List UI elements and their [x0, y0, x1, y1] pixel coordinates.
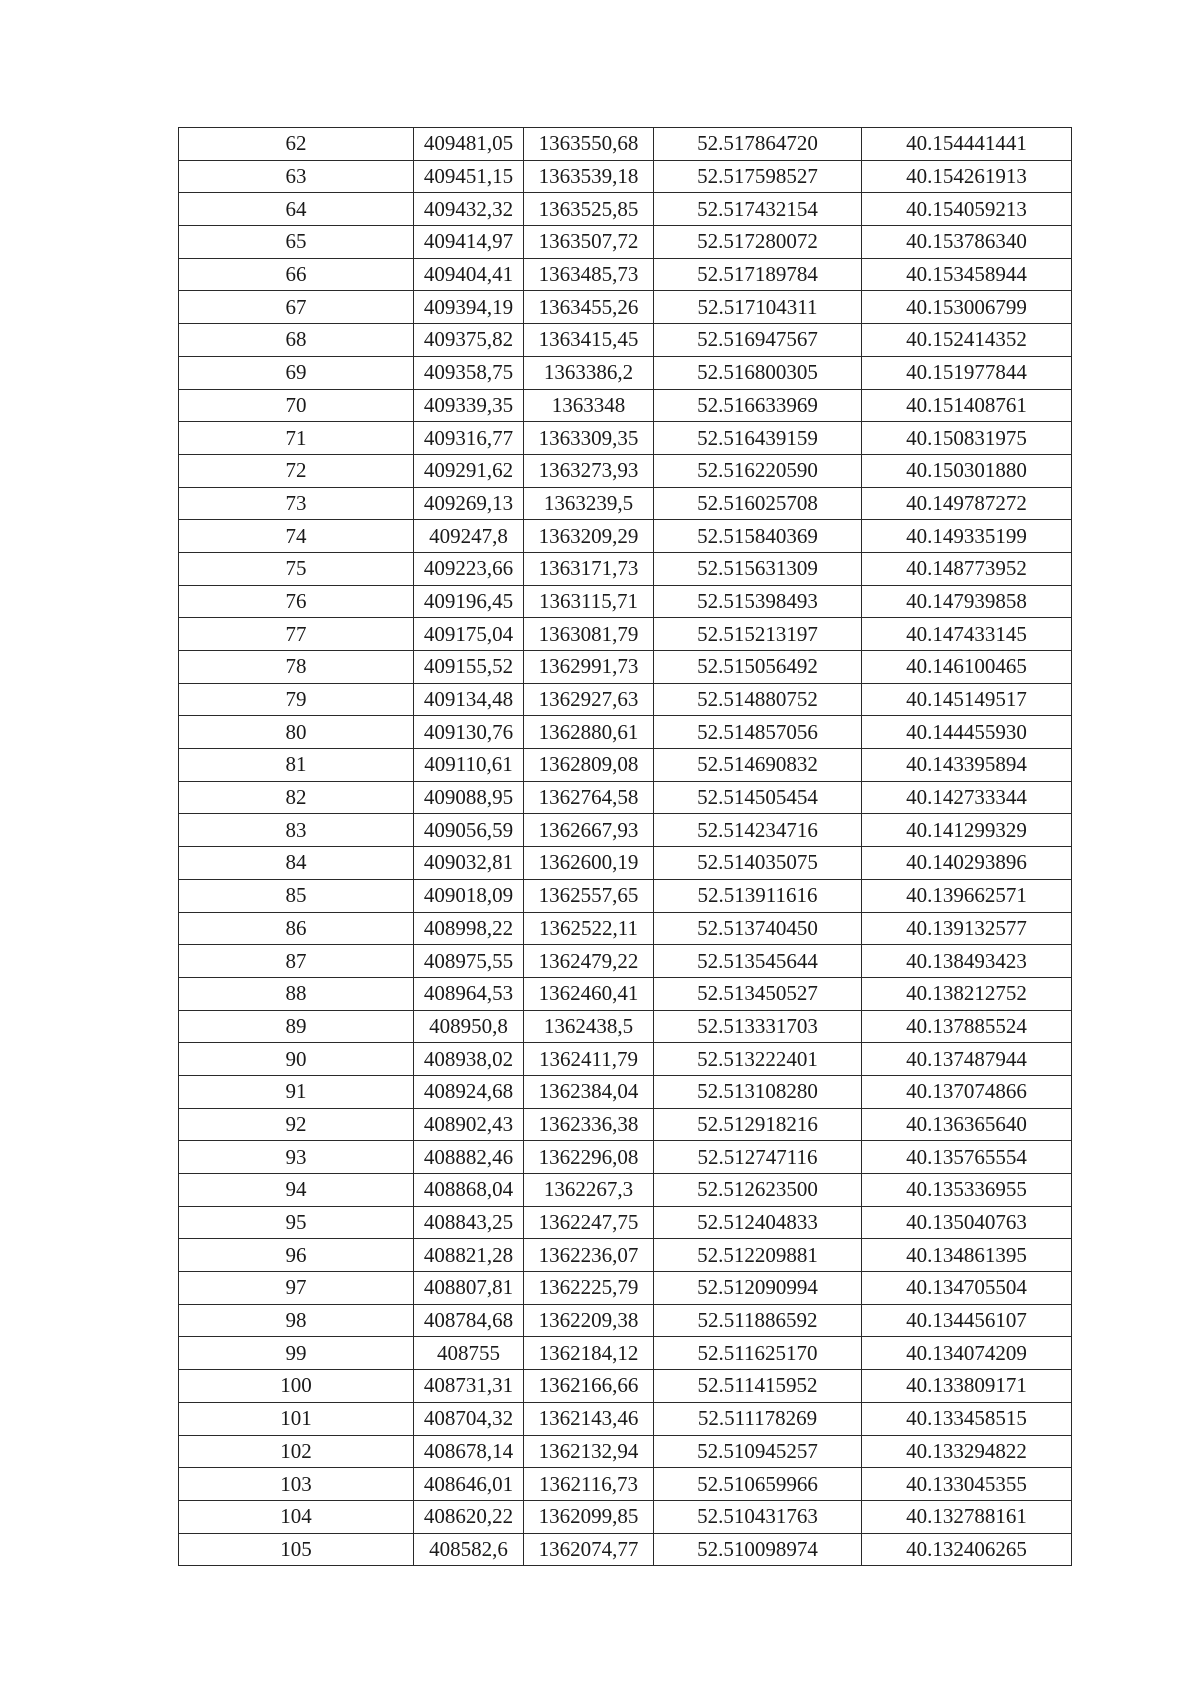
- y-coordinate-cell: 1362927,63: [524, 683, 654, 716]
- latitude-cell: 52.510945257: [654, 1435, 862, 1468]
- latitude-cell: 52.513911616: [654, 879, 862, 912]
- table-row: [179, 585, 1072, 618]
- table-row: [179, 716, 1072, 749]
- longitude-cell: 40.149787272: [862, 487, 1072, 520]
- longitude-cell: 40.145149517: [862, 683, 1072, 716]
- x-coordinate-cell: 409291,62: [414, 454, 524, 487]
- longitude-cell: 40.152414352: [862, 324, 1072, 357]
- y-coordinate-cell: 1363539,18: [524, 160, 654, 193]
- x-coordinate-cell: 409155,52: [414, 651, 524, 684]
- longitude-cell: 40.135040763: [862, 1206, 1072, 1239]
- table-row: [179, 1239, 1072, 1272]
- y-coordinate-cell: 1363507,72: [524, 226, 654, 259]
- latitude-cell: 52.515213197: [654, 618, 862, 651]
- y-coordinate-cell: 1363209,29: [524, 520, 654, 553]
- point-number-cell: 66: [179, 258, 414, 291]
- latitude-cell: 52.510431763: [654, 1500, 862, 1533]
- longitude-cell: 40.135336955: [862, 1174, 1072, 1207]
- y-coordinate-cell: 1363171,73: [524, 552, 654, 585]
- x-coordinate-cell: 408704,32: [414, 1402, 524, 1435]
- latitude-cell: 52.514234716: [654, 814, 862, 847]
- y-coordinate-cell: 1363485,73: [524, 258, 654, 291]
- y-coordinate-cell: 1362880,61: [524, 716, 654, 749]
- point-number-cell: 96: [179, 1239, 414, 1272]
- point-number-cell: 80: [179, 716, 414, 749]
- x-coordinate-cell: 408678,14: [414, 1435, 524, 1468]
- table-row: [179, 1402, 1072, 1435]
- table-row: [179, 356, 1072, 389]
- coordinates-table: [178, 127, 1072, 1566]
- x-coordinate-cell: 408950,8: [414, 1010, 524, 1043]
- latitude-cell: 52.511886592: [654, 1304, 862, 1337]
- point-number-cell: 85: [179, 879, 414, 912]
- x-coordinate-cell: 409375,82: [414, 324, 524, 357]
- point-number-cell: 62: [179, 128, 414, 161]
- table-row: [179, 128, 1072, 161]
- longitude-cell: 40.139132577: [862, 912, 1072, 945]
- y-coordinate-cell: 1362143,46: [524, 1402, 654, 1435]
- table-row: [179, 814, 1072, 847]
- x-coordinate-cell: 409269,13: [414, 487, 524, 520]
- y-coordinate-cell: 1362600,19: [524, 847, 654, 880]
- point-number-cell: 97: [179, 1272, 414, 1305]
- y-coordinate-cell: 1362247,75: [524, 1206, 654, 1239]
- point-number-cell: 102: [179, 1435, 414, 1468]
- table-row: [179, 781, 1072, 814]
- point-number-cell: 98: [179, 1304, 414, 1337]
- y-coordinate-cell: 1362116,73: [524, 1468, 654, 1501]
- table-row: [179, 226, 1072, 259]
- y-coordinate-cell: 1363115,71: [524, 585, 654, 618]
- longitude-cell: 40.153786340: [862, 226, 1072, 259]
- longitude-cell: 40.137487944: [862, 1043, 1072, 1076]
- latitude-cell: 52.512404833: [654, 1206, 862, 1239]
- table-row: [179, 1337, 1072, 1370]
- table-row: [179, 160, 1072, 193]
- point-number-cell: 89: [179, 1010, 414, 1043]
- x-coordinate-cell: 409134,48: [414, 683, 524, 716]
- table-row: [179, 487, 1072, 520]
- y-coordinate-cell: 1362438,5: [524, 1010, 654, 1043]
- latitude-cell: 52.511178269: [654, 1402, 862, 1435]
- point-number-cell: 104: [179, 1500, 414, 1533]
- x-coordinate-cell: 408755: [414, 1337, 524, 1370]
- latitude-cell: 52.510659966: [654, 1468, 862, 1501]
- table-row: [179, 1272, 1072, 1305]
- latitude-cell: 52.513450527: [654, 977, 862, 1010]
- latitude-cell: 52.512623500: [654, 1174, 862, 1207]
- table-row: [179, 879, 1072, 912]
- x-coordinate-cell: 408646,01: [414, 1468, 524, 1501]
- y-coordinate-cell: 1362132,94: [524, 1435, 654, 1468]
- longitude-cell: 40.134861395: [862, 1239, 1072, 1272]
- latitude-cell: 52.514505454: [654, 781, 862, 814]
- x-coordinate-cell: 409175,04: [414, 618, 524, 651]
- y-coordinate-cell: 1362166,66: [524, 1370, 654, 1403]
- latitude-cell: 52.516800305: [654, 356, 862, 389]
- longitude-cell: 40.153458944: [862, 258, 1072, 291]
- latitude-cell: 52.514035075: [654, 847, 862, 880]
- latitude-cell: 52.513222401: [654, 1043, 862, 1076]
- table-row: [179, 1468, 1072, 1501]
- y-coordinate-cell: 1363309,35: [524, 422, 654, 455]
- x-coordinate-cell: 408582,6: [414, 1533, 524, 1566]
- longitude-cell: 40.151408761: [862, 389, 1072, 422]
- latitude-cell: 52.510098974: [654, 1533, 862, 1566]
- coordinates-table-body: [179, 128, 1072, 1566]
- point-number-cell: 93: [179, 1141, 414, 1174]
- longitude-cell: 40.148773952: [862, 552, 1072, 585]
- longitude-cell: 40.154441441: [862, 128, 1072, 161]
- table-row: [179, 552, 1072, 585]
- y-coordinate-cell: 1362479,22: [524, 945, 654, 978]
- longitude-cell: 40.150301880: [862, 454, 1072, 487]
- point-number-cell: 63: [179, 160, 414, 193]
- longitude-cell: 40.133294822: [862, 1435, 1072, 1468]
- y-coordinate-cell: 1362074,77: [524, 1533, 654, 1566]
- y-coordinate-cell: 1362384,04: [524, 1075, 654, 1108]
- longitude-cell: 40.144455930: [862, 716, 1072, 749]
- latitude-cell: 52.516633969: [654, 389, 862, 422]
- point-number-cell: 74: [179, 520, 414, 553]
- x-coordinate-cell: 408998,22: [414, 912, 524, 945]
- longitude-cell: 40.136365640: [862, 1108, 1072, 1141]
- latitude-cell: 52.516439159: [654, 422, 862, 455]
- longitude-cell: 40.138212752: [862, 977, 1072, 1010]
- point-number-cell: 71: [179, 422, 414, 455]
- latitude-cell: 52.517104311: [654, 291, 862, 324]
- table-row: [179, 1533, 1072, 1566]
- x-coordinate-cell: 408902,43: [414, 1108, 524, 1141]
- point-number-cell: 70: [179, 389, 414, 422]
- table-row: [179, 683, 1072, 716]
- table-row: [179, 193, 1072, 226]
- latitude-cell: 52.514690832: [654, 749, 862, 782]
- x-coordinate-cell: 409404,41: [414, 258, 524, 291]
- point-number-cell: 77: [179, 618, 414, 651]
- point-number-cell: 95: [179, 1206, 414, 1239]
- x-coordinate-cell: 409130,76: [414, 716, 524, 749]
- table-row: [179, 912, 1072, 945]
- table-row: [179, 422, 1072, 455]
- x-coordinate-cell: 408620,22: [414, 1500, 524, 1533]
- latitude-cell: 52.513331703: [654, 1010, 862, 1043]
- y-coordinate-cell: 1362184,12: [524, 1337, 654, 1370]
- longitude-cell: 40.153006799: [862, 291, 1072, 324]
- x-coordinate-cell: 409056,59: [414, 814, 524, 847]
- longitude-cell: 40.149335199: [862, 520, 1072, 553]
- y-coordinate-cell: 1362667,93: [524, 814, 654, 847]
- latitude-cell: 52.513108280: [654, 1075, 862, 1108]
- longitude-cell: 40.134074209: [862, 1337, 1072, 1370]
- table-row: [179, 1010, 1072, 1043]
- longitude-cell: 40.134705504: [862, 1272, 1072, 1305]
- x-coordinate-cell: 409394,19: [414, 291, 524, 324]
- longitude-cell: 40.141299329: [862, 814, 1072, 847]
- y-coordinate-cell: 1363415,45: [524, 324, 654, 357]
- latitude-cell: 52.513545644: [654, 945, 862, 978]
- x-coordinate-cell: 408975,55: [414, 945, 524, 978]
- longitude-cell: 40.147433145: [862, 618, 1072, 651]
- latitude-cell: 52.511415952: [654, 1370, 862, 1403]
- y-coordinate-cell: 1363550,68: [524, 128, 654, 161]
- table-row: [179, 520, 1072, 553]
- table-row: [179, 749, 1072, 782]
- x-coordinate-cell: 409247,8: [414, 520, 524, 553]
- point-number-cell: 94: [179, 1174, 414, 1207]
- table-row: [179, 1174, 1072, 1207]
- point-number-cell: 69: [179, 356, 414, 389]
- point-number-cell: 83: [179, 814, 414, 847]
- longitude-cell: 40.139662571: [862, 879, 1072, 912]
- table-row: [179, 1435, 1072, 1468]
- table-row: [179, 1206, 1072, 1239]
- y-coordinate-cell: 1362557,65: [524, 879, 654, 912]
- table-row: [179, 1304, 1072, 1337]
- latitude-cell: 52.517189784: [654, 258, 862, 291]
- table-row: [179, 1370, 1072, 1403]
- table-row: [179, 651, 1072, 684]
- table-row: [179, 389, 1072, 422]
- latitude-cell: 52.512918216: [654, 1108, 862, 1141]
- longitude-cell: 40.143395894: [862, 749, 1072, 782]
- table-row: [179, 977, 1072, 1010]
- x-coordinate-cell: 409223,66: [414, 552, 524, 585]
- latitude-cell: 52.511625170: [654, 1337, 862, 1370]
- longitude-cell: 40.142733344: [862, 781, 1072, 814]
- x-coordinate-cell: 409481,05: [414, 128, 524, 161]
- table-row: [179, 1108, 1072, 1141]
- latitude-cell: 52.517864720: [654, 128, 862, 161]
- longitude-cell: 40.137885524: [862, 1010, 1072, 1043]
- point-number-cell: 86: [179, 912, 414, 945]
- latitude-cell: 52.512209881: [654, 1239, 862, 1272]
- y-coordinate-cell: 1363525,85: [524, 193, 654, 226]
- table-row: [179, 1043, 1072, 1076]
- latitude-cell: 52.512090994: [654, 1272, 862, 1305]
- y-coordinate-cell: 1363273,93: [524, 454, 654, 487]
- longitude-cell: 40.154059213: [862, 193, 1072, 226]
- longitude-cell: 40.133458515: [862, 1402, 1072, 1435]
- y-coordinate-cell: 1362209,38: [524, 1304, 654, 1337]
- y-coordinate-cell: 1362809,08: [524, 749, 654, 782]
- point-number-cell: 82: [179, 781, 414, 814]
- point-number-cell: 73: [179, 487, 414, 520]
- point-number-cell: 99: [179, 1337, 414, 1370]
- y-coordinate-cell: 1363348: [524, 389, 654, 422]
- point-number-cell: 105: [179, 1533, 414, 1566]
- longitude-cell: 40.150831975: [862, 422, 1072, 455]
- latitude-cell: 52.516220590: [654, 454, 862, 487]
- latitude-cell: 52.517598527: [654, 160, 862, 193]
- y-coordinate-cell: 1362522,11: [524, 912, 654, 945]
- latitude-cell: 52.514880752: [654, 683, 862, 716]
- table-row: [179, 945, 1072, 978]
- y-coordinate-cell: 1362336,38: [524, 1108, 654, 1141]
- x-coordinate-cell: 408924,68: [414, 1075, 524, 1108]
- longitude-cell: 40.138493423: [862, 945, 1072, 978]
- y-coordinate-cell: 1363081,79: [524, 618, 654, 651]
- latitude-cell: 52.516025708: [654, 487, 862, 520]
- y-coordinate-cell: 1363386,2: [524, 356, 654, 389]
- table-row: [179, 1500, 1072, 1533]
- point-number-cell: 68: [179, 324, 414, 357]
- x-coordinate-cell: 408938,02: [414, 1043, 524, 1076]
- latitude-cell: 52.515398493: [654, 585, 862, 618]
- longitude-cell: 40.132406265: [862, 1533, 1072, 1566]
- x-coordinate-cell: 409358,75: [414, 356, 524, 389]
- point-number-cell: 84: [179, 847, 414, 880]
- x-coordinate-cell: 408784,68: [414, 1304, 524, 1337]
- x-coordinate-cell: 409414,97: [414, 226, 524, 259]
- point-number-cell: 91: [179, 1075, 414, 1108]
- x-coordinate-cell: 409432,32: [414, 193, 524, 226]
- point-number-cell: 75: [179, 552, 414, 585]
- point-number-cell: 72: [179, 454, 414, 487]
- x-coordinate-cell: 409196,45: [414, 585, 524, 618]
- point-number-cell: 101: [179, 1402, 414, 1435]
- longitude-cell: 40.135765554: [862, 1141, 1072, 1174]
- longitude-cell: 40.132788161: [862, 1500, 1072, 1533]
- latitude-cell: 52.513740450: [654, 912, 862, 945]
- table-row: [179, 291, 1072, 324]
- x-coordinate-cell: 408821,28: [414, 1239, 524, 1272]
- point-number-cell: 100: [179, 1370, 414, 1403]
- y-coordinate-cell: 1362764,58: [524, 781, 654, 814]
- x-coordinate-cell: 408731,31: [414, 1370, 524, 1403]
- x-coordinate-cell: 409316,77: [414, 422, 524, 455]
- table-row: [179, 324, 1072, 357]
- x-coordinate-cell: 408964,53: [414, 977, 524, 1010]
- point-number-cell: 103: [179, 1468, 414, 1501]
- longitude-cell: 40.140293896: [862, 847, 1072, 880]
- longitude-cell: 40.134456107: [862, 1304, 1072, 1337]
- latitude-cell: 52.515631309: [654, 552, 862, 585]
- point-number-cell: 87: [179, 945, 414, 978]
- table-row: [179, 1075, 1072, 1108]
- longitude-cell: 40.146100465: [862, 651, 1072, 684]
- point-number-cell: 78: [179, 651, 414, 684]
- latitude-cell: 52.516947567: [654, 324, 862, 357]
- x-coordinate-cell: 408882,46: [414, 1141, 524, 1174]
- y-coordinate-cell: 1362296,08: [524, 1141, 654, 1174]
- latitude-cell: 52.517432154: [654, 193, 862, 226]
- y-coordinate-cell: 1362267,3: [524, 1174, 654, 1207]
- point-number-cell: 65: [179, 226, 414, 259]
- latitude-cell: 52.512747116: [654, 1141, 862, 1174]
- x-coordinate-cell: 409451,15: [414, 160, 524, 193]
- y-coordinate-cell: 1362236,07: [524, 1239, 654, 1272]
- x-coordinate-cell: 409110,61: [414, 749, 524, 782]
- y-coordinate-cell: 1362225,79: [524, 1272, 654, 1305]
- x-coordinate-cell: 408807,81: [414, 1272, 524, 1305]
- latitude-cell: 52.515840369: [654, 520, 862, 553]
- point-number-cell: 79: [179, 683, 414, 716]
- point-number-cell: 90: [179, 1043, 414, 1076]
- point-number-cell: 81: [179, 749, 414, 782]
- x-coordinate-cell: 409018,09: [414, 879, 524, 912]
- x-coordinate-cell: 408843,25: [414, 1206, 524, 1239]
- x-coordinate-cell: 409032,81: [414, 847, 524, 880]
- x-coordinate-cell: 409339,35: [414, 389, 524, 422]
- longitude-cell: 40.147939858: [862, 585, 1072, 618]
- y-coordinate-cell: 1362411,79: [524, 1043, 654, 1076]
- y-coordinate-cell: 1362991,73: [524, 651, 654, 684]
- x-coordinate-cell: 408868,04: [414, 1174, 524, 1207]
- point-number-cell: 76: [179, 585, 414, 618]
- y-coordinate-cell: 1362099,85: [524, 1500, 654, 1533]
- longitude-cell: 40.133045355: [862, 1468, 1072, 1501]
- longitude-cell: 40.151977844: [862, 356, 1072, 389]
- table-row: [179, 258, 1072, 291]
- point-number-cell: 88: [179, 977, 414, 1010]
- table-row: [179, 1141, 1072, 1174]
- longitude-cell: 40.154261913: [862, 160, 1072, 193]
- y-coordinate-cell: 1362460,41: [524, 977, 654, 1010]
- longitude-cell: 40.137074866: [862, 1075, 1072, 1108]
- latitude-cell: 52.515056492: [654, 651, 862, 684]
- longitude-cell: 40.133809171: [862, 1370, 1072, 1403]
- latitude-cell: 52.517280072: [654, 226, 862, 259]
- table-row: [179, 618, 1072, 651]
- latitude-cell: 52.514857056: [654, 716, 862, 749]
- point-number-cell: 67: [179, 291, 414, 324]
- y-coordinate-cell: 1363239,5: [524, 487, 654, 520]
- table-row: [179, 847, 1072, 880]
- x-coordinate-cell: 409088,95: [414, 781, 524, 814]
- point-number-cell: 64: [179, 193, 414, 226]
- point-number-cell: 92: [179, 1108, 414, 1141]
- table-row: [179, 454, 1072, 487]
- y-coordinate-cell: 1363455,26: [524, 291, 654, 324]
